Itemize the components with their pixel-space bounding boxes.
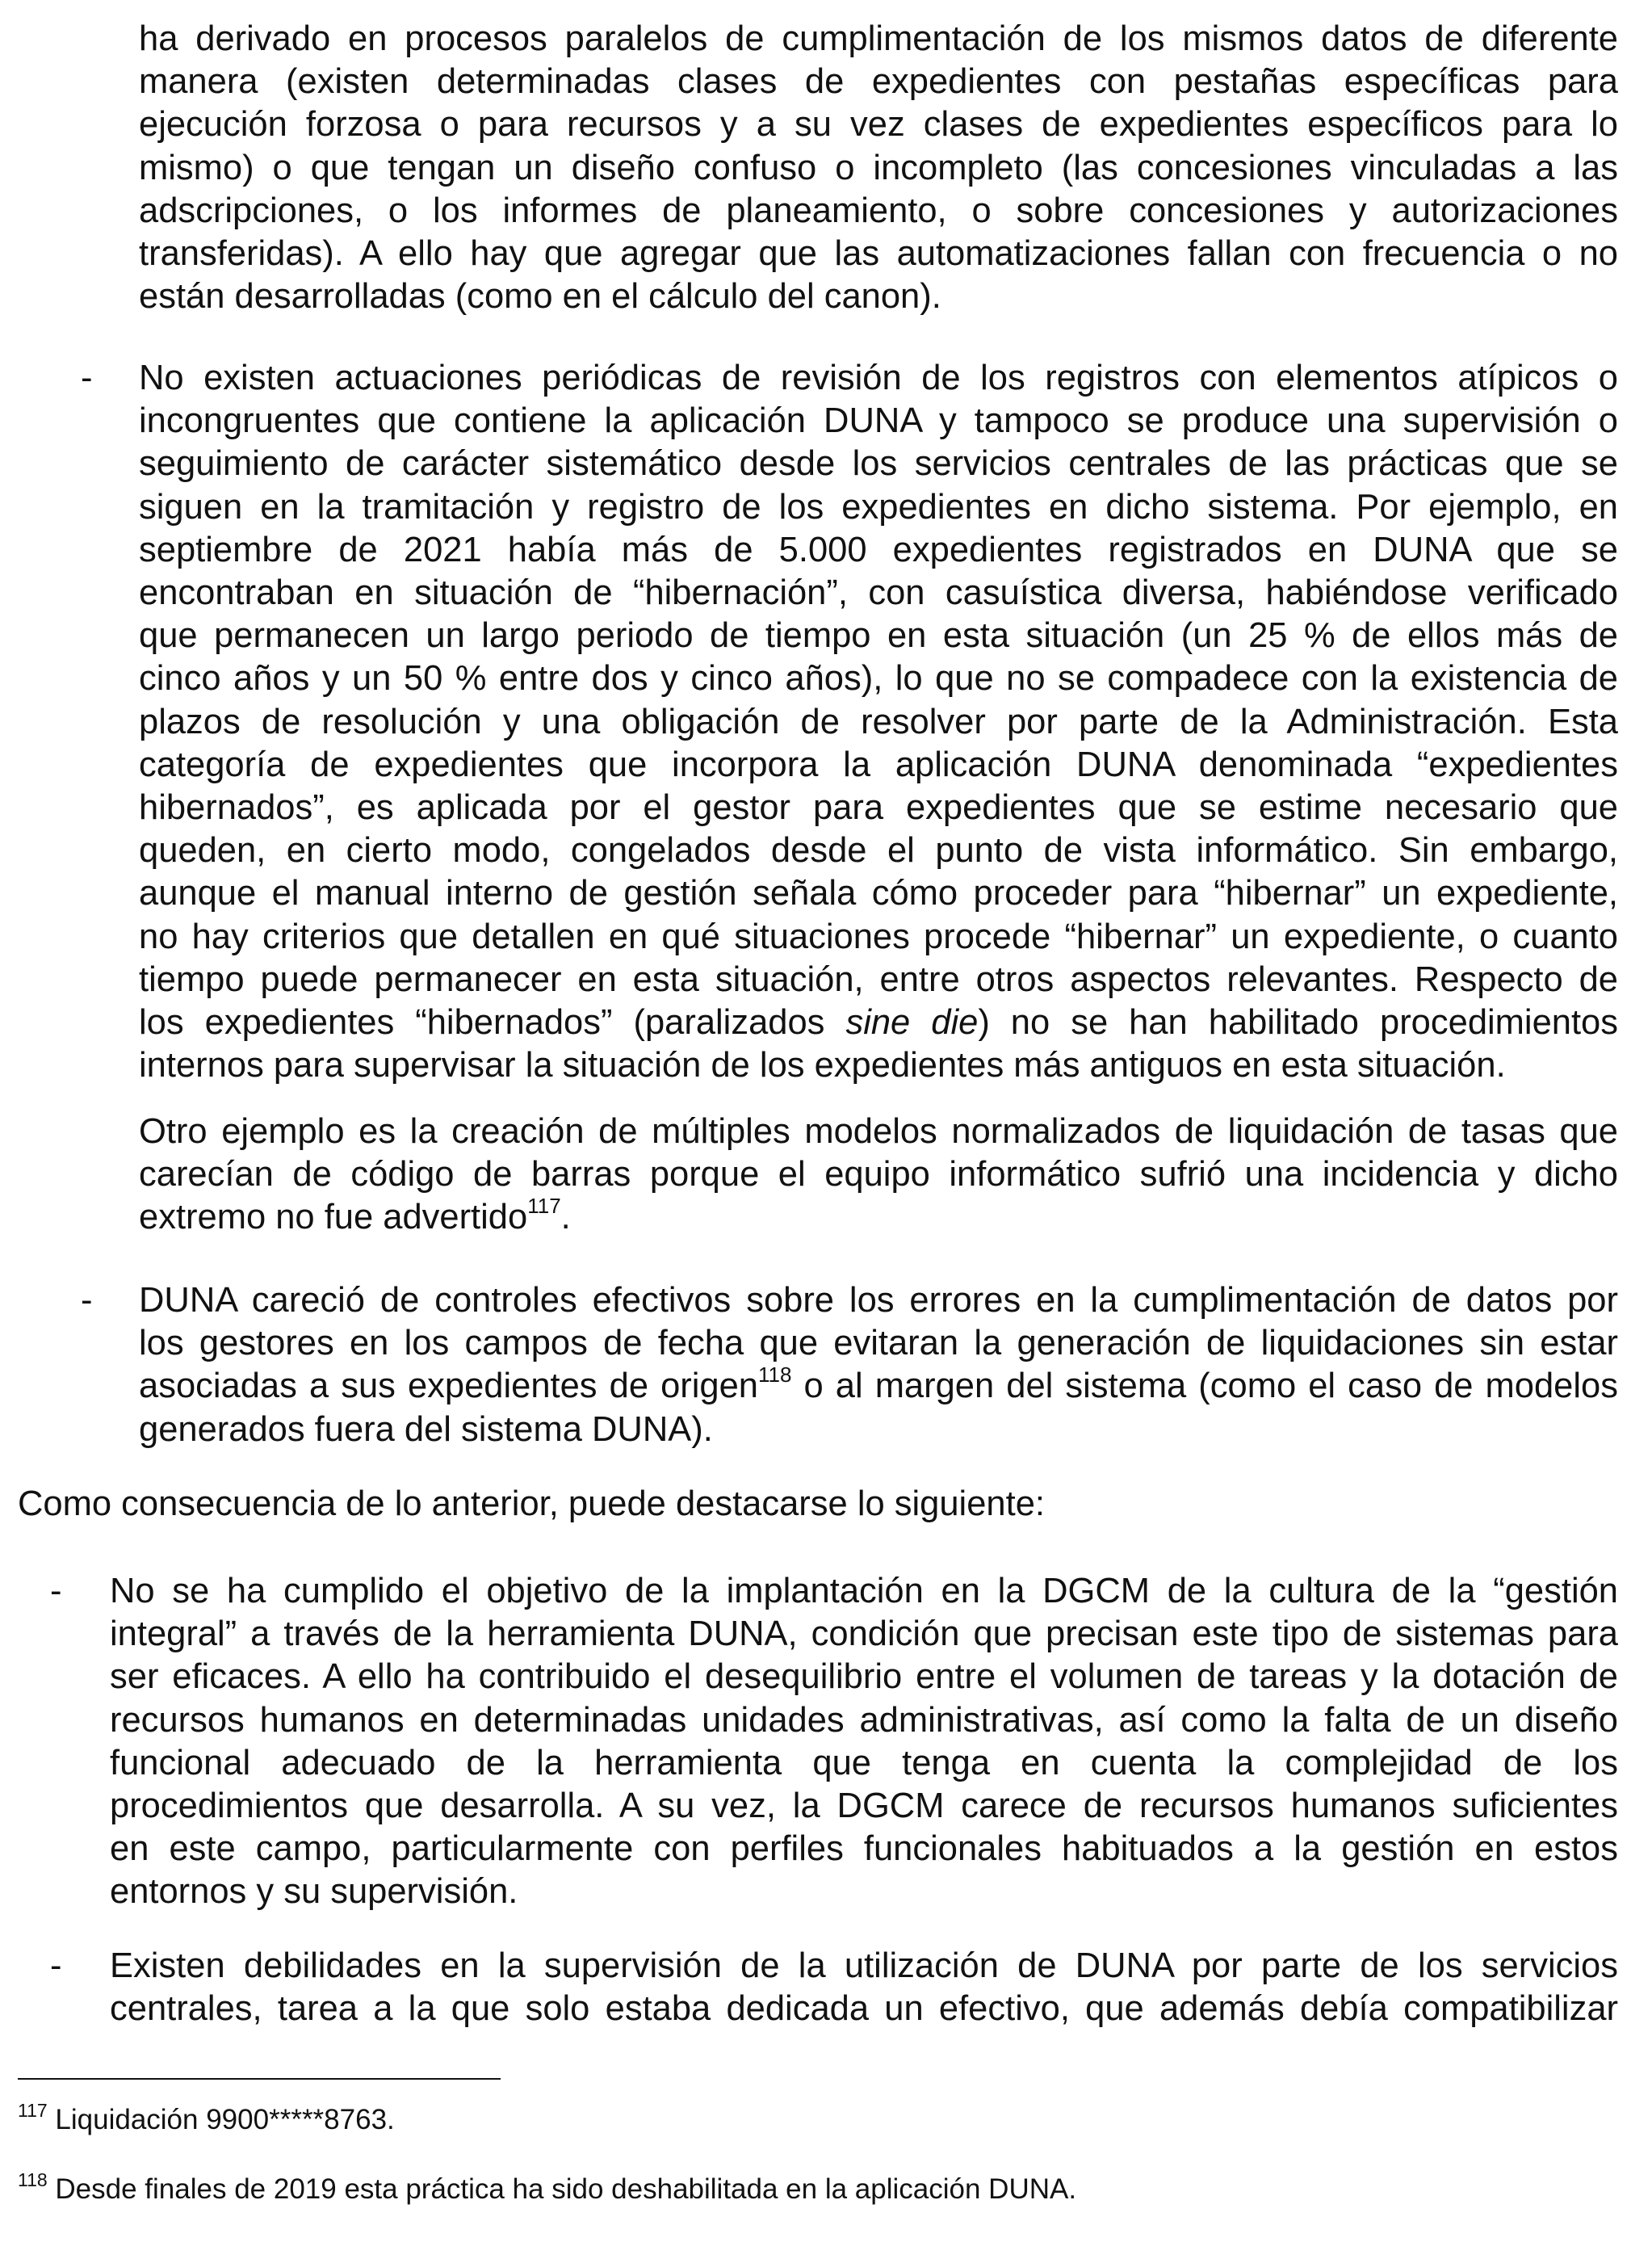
text-line: seguimiento de carácter sistemático desde los servicios centrales de las prácticas que se <box>139 444 1618 484</box>
text-line: No existen actuaciones periódicas de revisión de los registros con elementos atípicos o <box>139 359 1618 397</box>
footnote-ref-118[interactable]: 118 <box>758 1362 792 1387</box>
text-line: No se ha cumplido el objetivo de la implantación en la DGCM de la cultura de la “gestión <box>110 1572 1618 1610</box>
text-segment: ) no se han habilitado procedimientos <box>978 1003 1618 1043</box>
text-line: entornos y su supervisión. <box>110 1872 518 1912</box>
text-line: transferidas). A ello hay que agregar que las automatizaciones fallan con frecuencia o no <box>139 234 1618 274</box>
text-line: septiembre de 2021 había más de 5.000 expedientes registrados en DUNA que se <box>139 530 1618 569</box>
text-line: ejecución forzosa o para recursos y a su vez clases de expedientes específicos para lo <box>139 105 1618 145</box>
text-line: Existen debilidades en la supervisión de la utilización de DUNA por parte de los servicios <box>110 1946 1618 1985</box>
text-line: tiempo puede permanecer en esta situación, entre otros aspectos relevantes. Respecto de <box>139 959 1618 999</box>
text-line: Como consecuencia de lo anterior, puede destacarse lo siguiente: <box>18 1484 1045 1523</box>
footnote-text: Desde finales de 2019 esta práctica ha sido deshabilitada en la aplicación DUNA. <box>55 2173 1077 2205</box>
text-line: plazos de resolución y una obligación de resolver por parte de la Administración. Esta <box>139 702 1618 741</box>
text-line: integral” a través de la herramienta DUNA, condición que precisan este tipo de sistemas para <box>110 1614 1618 1654</box>
text-line: categoría de expedientes que incorpora la aplicación DUNA denominada “expedientes <box>139 745 1618 784</box>
consequence-paragraph <box>18 1483 1618 1526</box>
text-segment: asociadas a sus expedientes de origen <box>139 1367 758 1406</box>
footnote-number: 118 <box>18 2169 48 2191</box>
text-line: no hay criterios que detallen en qué situaciones procede “hibernar” un expediente, o cuanto <box>139 917 1618 956</box>
text-line: manera (existen determinadas clases de expedientes con pestañas específicas para <box>139 62 1618 102</box>
text-line: adscripciones, o los informes de planeamiento, o sobre concesiones y autorizaciones <box>139 191 1618 230</box>
text-line: DUNA careció de controles efectivos sobre los errores en la cumplimentación de datos por <box>139 1281 1618 1320</box>
footnote-number: 117 <box>18 2100 48 2122</box>
bullet-dash: - <box>50 1946 62 1985</box>
bullet-paragraph-hibernation <box>139 357 1618 1087</box>
text-line: Otro ejemplo es la creación de múltiples modelos normalizados de liquidación de tasas que <box>139 1112 1618 1151</box>
text-line-with-footnote: extremo no fue advertido$^{117}$. <box>139 1193 571 1237</box>
footnote-ref-117[interactable]: 117 <box>527 1193 561 1218</box>
text-line: mismo) o que tengan un diseño confuso o incompleto (las concesiones vinculadas a las <box>139 148 1618 187</box>
text-line: siguen en la tramitación y registro de los expedientes en dicho sistema. Por ejemplo, en <box>139 487 1618 527</box>
text-line: recursos humanos en determinadas unidades administrativas, así como la falta de un diseño <box>110 1700 1618 1740</box>
bullet-paragraph-duna-controls <box>139 1279 1618 1451</box>
intro-paragraph <box>139 18 1618 318</box>
footnote-118 <box>18 2169 1077 2206</box>
bullet-dash: - <box>81 359 93 397</box>
text-line-with-italic <box>139 1001 1618 1044</box>
text-line: los gestores en los campos de fecha que evitaran la generación de liquidaciones sin estar <box>139 1324 1618 1363</box>
text-line: queden, en cierto modo, congelados desde el punto de vista informático. Sin embargo, <box>139 831 1618 871</box>
text-segment: los expedientes “hibernados” (paralizados <box>139 1003 846 1043</box>
text-line: ha derivado en procesos paralelos de cumplimentación de los mismos datos de diferente <box>139 19 1618 58</box>
text-line: encontraban en situación de “hibernación”, con casuística diversa, habiéndose verificado <box>139 573 1618 613</box>
bullet-dash: - <box>50 1572 62 1610</box>
footnote-separator <box>18 2078 501 2080</box>
footnote-117 <box>18 2100 395 2137</box>
footnote-text: Liquidación 9900*****8763. <box>55 2104 395 2135</box>
text-line: internos para supervisar la situación de los expedientes más antiguos en esta situación. <box>139 1046 1506 1085</box>
italic-term: sine die <box>845 1003 979 1043</box>
bullet-paragraph-gestion-integral <box>110 1570 1618 1914</box>
bullet-continuation-paragraph <box>139 1111 1618 1240</box>
text-line-with-footnote <box>139 1362 1618 1408</box>
text-line: cinco años y un 50 % entre dos y cinco años), lo que no se compadece con la existencia de <box>139 659 1618 699</box>
text-line: generados fuera del sistema DUNA). <box>139 1409 713 1449</box>
text-line: funcional adecuado de la herramienta que tenga en cuenta la complejidad de los <box>110 1743 1618 1782</box>
text-line: hibernados”, es aplicada por el gestor para expedientes que se estime necesario que <box>139 788 1618 828</box>
text-line: que permanecen un largo periodo de tiempo en esta situación (un 25 % de ellos más de <box>139 616 1618 656</box>
text-line: carecían de código de barras porque el equipo informático sufrió una incidencia y dicho <box>139 1155 1618 1194</box>
text-line: incongruentes que contiene la aplicación DUNA y tampoco se produce una supervisión o <box>139 401 1618 441</box>
text-line: en este campo, particularmente con perfiles funcionales habituados a la gestión en estos <box>110 1829 1618 1869</box>
text-line: procedimientos que desarrolla. A su vez, la DGCM carece de recursos humanos suficientes <box>110 1786 1618 1826</box>
bullet-paragraph-supervision <box>110 1945 1618 2030</box>
text-line: aunque el manual interno de gestión señala cómo proceder para “hibernar” un expediente, <box>139 874 1618 913</box>
text-line: centrales, tarea a la que solo estaba dedicada un efectivo, que además debía compatibilizar <box>110 1989 1618 2029</box>
paragraph-source-text <box>0 0 1 1</box>
text-line: ser eficaces. A ello ha contribuido el desequilibrio entre el volumen de tareas y la dotación de <box>110 1657 1618 1697</box>
text-line: están desarrolladas (como en el cálculo del canon). <box>139 277 941 317</box>
text-segment: extremo no fue advertido <box>139 1198 528 1237</box>
bullet-dash: - <box>81 1281 93 1320</box>
source-intro <box>0 0 1 1</box>
text-segment: o al margen del sistema (como el caso de modelos <box>791 1367 1618 1406</box>
